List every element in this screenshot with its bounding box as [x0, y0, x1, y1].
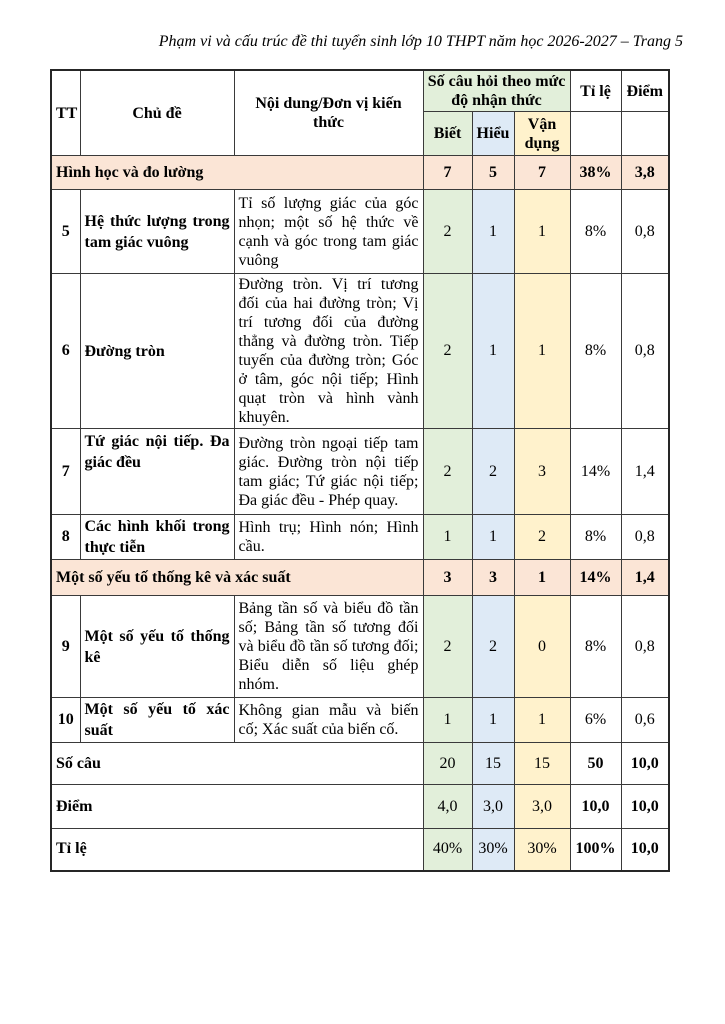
content-cell: Tỉ số lượng giác của góc nhọn; một số hệ thức về cạnh và góc trong tam giác vuông	[234, 190, 423, 274]
footer-label: Số câu	[51, 743, 423, 785]
ratio-biet: 40%	[423, 829, 472, 871]
topic-cell: Tứ giác nội tiếp. Đa giác đều	[80, 429, 234, 515]
ratio-cell: 8%	[570, 190, 621, 274]
points-score: 10,0	[621, 785, 669, 829]
section-biet-count: 7	[423, 156, 472, 190]
table-row	[51, 596, 669, 698]
header-score-empty-cell	[621, 112, 669, 156]
table-row	[51, 515, 669, 560]
score-cell: 0,8	[621, 515, 669, 560]
header-tt: TT	[51, 70, 80, 156]
header-content: Nội dung/Đơn vị kiến thức	[234, 70, 423, 156]
content-cell: Bảng tần số và biểu đồ tần số; Bảng tần số tương đối và biểu đồ tần số tương đối; Biểu diễn số liệu ghép nhóm.	[234, 596, 423, 698]
vandung-count: 0	[514, 596, 570, 698]
hieu-count: 1	[472, 190, 514, 274]
footer-label: Tỉ lệ	[51, 829, 423, 871]
biet-count: 2	[423, 429, 472, 515]
topic-cell: Một số yếu tố thống kê	[80, 596, 234, 698]
total-biet: 20	[423, 743, 472, 785]
section-hieu-count: 5	[472, 156, 514, 190]
section-row-statistics	[51, 560, 669, 596]
exam-structure-table	[50, 69, 670, 872]
total-score: 10,0	[621, 743, 669, 785]
biet-count: 2	[423, 190, 472, 274]
content-cell: Không gian mẫu và biến cố; Xác suất của biến cố.	[234, 698, 423, 743]
hieu-count: 2	[472, 596, 514, 698]
table-row	[51, 698, 669, 743]
table-row	[51, 274, 669, 429]
table-row	[51, 190, 669, 274]
points-hieu: 3,0	[472, 785, 514, 829]
footer-label: Điểm	[51, 785, 423, 829]
score-cell: 0,8	[621, 190, 669, 274]
header-ratio-empty-cell	[570, 112, 621, 156]
points-vandung: 3,0	[514, 785, 570, 829]
section-vandung-count: 1	[514, 560, 570, 596]
footer-row-points	[51, 785, 669, 829]
content-cell: Hình trụ; Hình nón; Hình cầu.	[234, 515, 423, 560]
footer-row-question-count	[51, 743, 669, 785]
biet-count: 2	[423, 596, 472, 698]
section-ratio: 38%	[570, 156, 621, 190]
header-ratio: Tỉ lệ	[570, 70, 621, 112]
header-row-1	[51, 70, 669, 112]
footer-row-ratio	[51, 829, 669, 871]
biet-count: 1	[423, 698, 472, 743]
header-topic: Chủ đề	[80, 70, 234, 156]
section-vandung-count: 7	[514, 156, 570, 190]
total-questions: 50	[570, 743, 621, 785]
header-level-hieu: Hiểu	[472, 112, 514, 156]
biet-count: 1	[423, 515, 472, 560]
section-title: Một số yếu tố thống kê và xác suất	[51, 560, 423, 596]
header-score: Điểm	[621, 70, 669, 112]
section-score: 1,4	[621, 560, 669, 596]
score-cell: 0,8	[621, 596, 669, 698]
section-ratio: 14%	[570, 560, 621, 596]
section-hieu-count: 3	[472, 560, 514, 596]
hieu-count: 1	[472, 515, 514, 560]
row-number: 10	[51, 698, 80, 743]
topic-cell: Hệ thức lượng trong tam giác vuông	[80, 190, 234, 274]
ratio-vandung: 30%	[514, 829, 570, 871]
score-cell: 0,8	[621, 274, 669, 429]
header-level-group: Số câu hỏi theo mức độ nhận thức	[423, 70, 570, 112]
vandung-count: 1	[514, 190, 570, 274]
topic-cell: Các hình khối trong thực tiễn	[80, 515, 234, 560]
section-biet-count: 3	[423, 560, 472, 596]
row-number: 8	[51, 515, 80, 560]
content-cell: Đường tròn. Vị trí tương đối của hai đường tròn; Vị trí tương đối của đường thẳng và đường tròn. Tiếp tuyến của đường tròn; Góc ở tâm, góc nội tiếp; Hình quạt tròn và hình vành khuyên.	[234, 274, 423, 429]
hieu-count: 1	[472, 274, 514, 429]
row-number: 9	[51, 596, 80, 698]
vandung-count: 2	[514, 515, 570, 560]
total-vandung: 15	[514, 743, 570, 785]
topic-cell: Đường tròn	[80, 274, 234, 429]
ratio-hieu: 30%	[472, 829, 514, 871]
topic-cell: Một số yếu tố xác suất	[80, 698, 234, 743]
total-hieu: 15	[472, 743, 514, 785]
ratio-cell: 8%	[570, 274, 621, 429]
score-cell: 1,4	[621, 429, 669, 515]
row-number: 6	[51, 274, 80, 429]
ratio-total: 100%	[570, 829, 621, 871]
content-cell: Đường tròn ngoại tiếp tam giác. Đường tròn nội tiếp tam giác; Tứ giác nội tiếp; Đa giác đều - Phép quay.	[234, 429, 423, 515]
hieu-count: 1	[472, 698, 514, 743]
biet-count: 2	[423, 274, 472, 429]
page-header: Phạm vi và cấu trúc đề thi tuyển sinh lớp 10 THPT năm học 2026-2027 – Trang 5	[158, 33, 683, 50]
ratio-cell: 8%	[570, 515, 621, 560]
section-row-geometry	[51, 156, 669, 190]
vandung-count: 1	[514, 698, 570, 743]
vandung-count: 3	[514, 429, 570, 515]
ratio-cell: 8%	[570, 596, 621, 698]
header-level-biet: Biết	[423, 112, 472, 156]
ratio-score: 10,0	[621, 829, 669, 871]
ratio-cell: 14%	[570, 429, 621, 515]
section-title: Hình học và đo lường	[51, 156, 423, 190]
points-biet: 4,0	[423, 785, 472, 829]
section-score: 3,8	[621, 156, 669, 190]
table-row	[51, 429, 669, 515]
hieu-count: 2	[472, 429, 514, 515]
vandung-count: 1	[514, 274, 570, 429]
header-level-vandung: Vận dụng	[514, 112, 570, 156]
points-total: 10,0	[570, 785, 621, 829]
score-cell: 0,6	[621, 698, 669, 743]
ratio-cell: 6%	[570, 698, 621, 743]
row-number: 5	[51, 190, 80, 274]
row-number: 7	[51, 429, 80, 515]
